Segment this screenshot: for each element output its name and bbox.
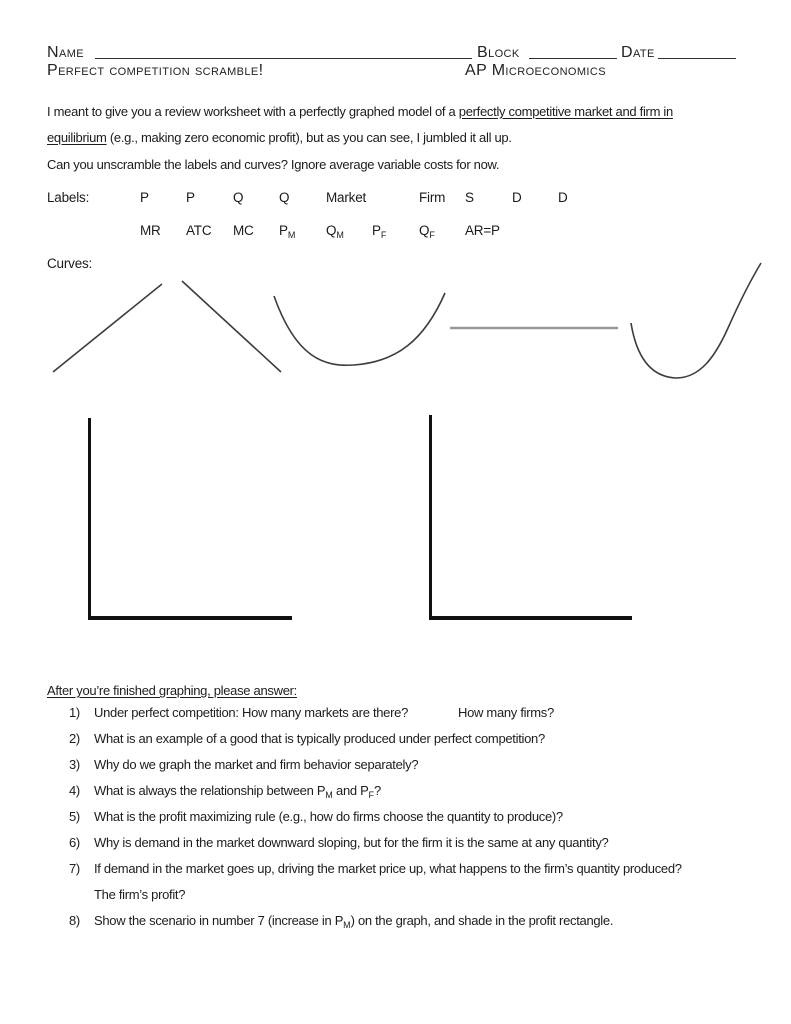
unscramble-prompt: Can you unscramble the labels and curves? Ignore average variable costs for now. [47, 157, 500, 172]
scrambled-label: Q [279, 190, 290, 205]
question-number: 7) [69, 861, 80, 876]
question-number: 8) [69, 913, 80, 928]
scrambled-label: AR=P [465, 223, 500, 238]
question-subscript: F [368, 790, 375, 800]
left-blank-graph-axes [88, 418, 292, 620]
question-text: What is always the relationship between $P_M$ and $P_F$? [94, 783, 381, 800]
scrambled-label: S [465, 190, 474, 205]
question-number: 5) [69, 809, 80, 824]
wide-u-shaped-curve [274, 293, 445, 365]
question-text: What is the profit maximizing rule (e.g., how do firms choose the quantity to produce)? [94, 809, 563, 824]
block-label: Block [477, 44, 520, 61]
question-number: 2) [69, 731, 80, 746]
scrambled-label: Market [326, 190, 367, 205]
question-subscript: M [343, 920, 351, 930]
left-graph-y-axis [88, 418, 91, 619]
question-text-tabbed: How many firms? [458, 705, 554, 720]
question-item [0, 809, 791, 829]
questions-heading: After you’re finished graphing, please answer: [47, 683, 297, 698]
scrambled-label: MC [233, 223, 254, 238]
intro-underlined-text-2: equilibrium [47, 130, 107, 145]
labels-heading: Labels: [47, 190, 90, 205]
question-subscript: M [325, 790, 333, 800]
label-subscript: M [336, 230, 344, 240]
question-item [0, 705, 791, 725]
label-subscript: F [380, 230, 387, 240]
scrambled-label: MR [140, 223, 161, 238]
name-label: Name [47, 44, 84, 61]
date-label: Date [621, 44, 655, 61]
question-text: Why is demand in the market downward sloping, but for the firm it is the same at any quantity? [94, 835, 609, 850]
worksheet-title: Perfect competition scramble! [47, 62, 264, 79]
question-item [0, 783, 791, 803]
curves-heading: Curves: [47, 256, 93, 271]
question-text: Under perfect competition: How many markets are there? [94, 705, 408, 720]
label-subscript: M [287, 230, 296, 240]
scrambled-label: ATC [186, 223, 212, 238]
upward-sloping-line [53, 284, 162, 372]
left-graph-x-axis [88, 616, 292, 620]
question-item [0, 861, 791, 881]
question-item [0, 731, 791, 751]
question-item [0, 913, 791, 933]
question-text: What is an example of a good that is typically produced under perfect competition? [94, 731, 545, 746]
scrambled-label: P [140, 190, 149, 205]
question-text: Show the scenario in number 7 (increase in $P_M$) on the graph, and shade in the profit rectangle. [94, 913, 614, 930]
scrambled-label: P [186, 190, 195, 205]
question-item [0, 835, 791, 855]
scrambled-label: $Q_M$ [326, 223, 344, 240]
right-graph-x-axis [429, 616, 632, 620]
intro-underlined-text: perfectly competitive market and firm in [458, 104, 673, 119]
right-blank-graph-axes [429, 415, 632, 620]
question-number: 6) [69, 835, 80, 850]
question-text: If demand in the market goes up, driving the market price up, what happens to the firm’s quantity produced? [94, 861, 682, 876]
course-name: AP Microeconomics [465, 62, 606, 79]
question-continuation [0, 887, 791, 907]
downward-sloping-line [182, 281, 281, 372]
narrow-u-checkmark-curve [631, 263, 761, 378]
scrambled-label: Q [233, 190, 244, 205]
question-number: 3) [69, 757, 80, 772]
scrambled-label: $Q_F$ [419, 223, 435, 240]
question-text: The firm’s profit? [94, 887, 186, 902]
scrambled-label: $P_M$ [279, 223, 296, 240]
scrambled-label: D [558, 190, 568, 205]
right-graph-y-axis [429, 415, 432, 619]
scrambled-label: Firm [419, 190, 446, 205]
scrambled-label: $P_F$ [372, 223, 387, 240]
label-subscript: F [429, 230, 435, 240]
question-item [0, 757, 791, 777]
intro-text-2: (e.g., making zero economic profit), but as you can see, I jumbled it all up. [106, 130, 512, 145]
intro-text: I meant to give you a review worksheet with a perfectly graphed model of a [47, 104, 459, 119]
question-number: 1) [69, 705, 80, 720]
scrambled-label: D [512, 190, 522, 205]
question-text: Why do we graph the market and firm behavior separately? [94, 757, 419, 772]
question-number: 4) [69, 783, 80, 798]
